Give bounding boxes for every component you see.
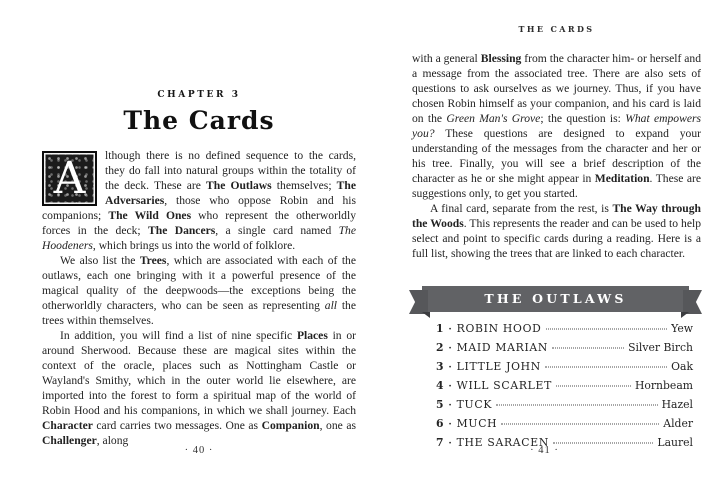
page-left (42, 90, 356, 448)
text-segment: The Dancers (148, 224, 216, 237)
character-name: THE SARACEN (456, 436, 549, 449)
text-segment: The Way through the Woods (412, 202, 701, 230)
ribbon-left-fold (422, 312, 430, 318)
tree-name-value: Hornbeam (634, 379, 693, 392)
dot-leader (552, 348, 624, 349)
text-segment: The Adversaries (105, 179, 356, 207)
text-segment: , one as (319, 419, 357, 432)
paragraph (42, 328, 356, 448)
dot-leader (545, 367, 667, 368)
dot-leader (501, 424, 659, 425)
text-segment: , which brings us into the world of folklore. (92, 239, 296, 252)
character-name: WILL SCARLET (456, 379, 553, 392)
dot-leader (546, 329, 668, 330)
outlaws-banner (422, 286, 689, 312)
text-segment: Green Man's Grove (446, 112, 541, 125)
page-number-right: · 41 · (530, 445, 559, 456)
tree-name-value: Silver Birch (628, 341, 693, 354)
row-number: 1 (436, 322, 444, 335)
paragraph (42, 253, 356, 328)
banner-title: THE OUTLAWS (484, 291, 627, 306)
text-segment: who represent the otherworldly forces in the deck; (42, 209, 356, 237)
text-segment: We also list the (60, 254, 140, 267)
character-name: TUCK (456, 398, 493, 411)
page-number-left: · 40 · (184, 445, 214, 456)
tree-list-row (436, 379, 693, 398)
character-name: LITTLE JOHN (456, 360, 541, 373)
chapter-label: CHAPTER 3 (157, 90, 241, 100)
text-segment: In addition, you will find a list of nine specific (60, 329, 297, 342)
tree-list-row (436, 322, 693, 341)
text-segment: . These are suggestions only, to get you started. (412, 172, 701, 200)
tree-name-value: Hazel (661, 398, 693, 411)
text-segment: Companion (261, 419, 320, 432)
text-segment: in or around Sherwood. Because these are magical sites within the context of the oracle, places such as Nottingham Castle or Wayland's Smithy, which in the outer world lie elsewhere, are imported into the forest to form a spiritual map of the world of Robin Hood and his companions, in which we shall journey. Each (42, 329, 356, 417)
text-segment: all (324, 299, 338, 312)
text-segment: The Hoodeners (42, 224, 356, 252)
running-head: THE CARDS (518, 24, 595, 34)
text-segment: from the character him- or herself and a message from the associated tree. There are also sets of questions to ask ourselves as we journey. Thus, if you have chosen Robin himself as your companion, and his card is laid on the (412, 52, 701, 125)
tree-name-value: Yew (671, 322, 693, 335)
dot-leader (496, 405, 658, 406)
text-segment: with a general (412, 52, 481, 65)
row-bullet: · (448, 401, 452, 411)
text-segment: Challenger (42, 434, 97, 447)
text-segment: card carries two messages. One as (92, 419, 262, 432)
text-segment: themselves; (271, 179, 337, 192)
tree-list-row (436, 360, 693, 379)
text-segment: lthough there is no defined sequence to the cards, they do fall into natural groups within the totality of the deck. These are (105, 149, 356, 192)
tree-list-row (436, 341, 693, 360)
text-segment: What empowers you? (412, 112, 701, 140)
text-segment: , along (96, 434, 129, 447)
row-number: 3 (436, 360, 444, 373)
dot-leader (556, 386, 631, 387)
tree-name-value: Oak (671, 360, 693, 373)
tree-list-row (436, 417, 693, 436)
row-number: 2 (436, 341, 444, 354)
outlaws-tree-list (412, 322, 701, 455)
character-name: MUCH (456, 417, 498, 430)
row-bullet: · (448, 382, 452, 392)
text-segment: Meditation (594, 172, 650, 185)
chapter-title: The Cards (123, 106, 275, 135)
row-bullet: · (448, 344, 452, 354)
page-right (412, 24, 701, 455)
row-number: 4 (436, 379, 444, 392)
row-bullet: · (448, 325, 452, 335)
character-name: ROBIN HOOD (456, 322, 542, 335)
text-segment: . This represents the reader and can be used to help select and point to specific cards during a reading. Here is a full list, showing the trees that are linked to each character. (412, 217, 702, 260)
text-segment: Trees (139, 254, 167, 267)
row-bullet: · (448, 420, 452, 430)
paragraph (412, 51, 701, 201)
drop-cap-initial: A (42, 151, 97, 206)
text-segment: The Wild Ones (108, 209, 192, 222)
character-name: MAID MARIAN (456, 341, 549, 354)
text-segment: the trees within themselves. (42, 299, 357, 327)
row-bullet: · (448, 363, 452, 373)
paragraph (412, 201, 701, 261)
text-segment: , a single card named (215, 224, 339, 237)
text-segment: A final card, separate from the rest, is (430, 202, 613, 215)
text-segment: ; the question is: (540, 112, 626, 125)
left-body-text (42, 148, 356, 448)
text-segment: Character (42, 419, 93, 432)
ribbon-right-fold (681, 312, 689, 318)
dot-leader (553, 443, 653, 444)
row-bullet: · (448, 439, 452, 449)
tree-name-value: Alder (663, 417, 693, 430)
text-segment: The Outlaws (206, 179, 272, 192)
text-segment: Places (296, 329, 328, 342)
row-number: 5 (436, 398, 444, 411)
text-segment: These questions are designed to expand your understanding of the messages from the character and her or his tree. Finally, you will see a brief description of the character as he or she might appear in (412, 127, 701, 185)
row-number: 6 (436, 417, 444, 430)
text-segment: Blessing (480, 52, 522, 65)
tree-name-value: Laurel (657, 436, 693, 449)
text-segment: , which are associated with each of the outlaws, each one bringing with it a powerful presence of the magical quality of the deepwoods—the exceptions being the otherworldly characters, who can be seen as representing (42, 254, 356, 312)
row-number: 7 (436, 436, 444, 449)
tree-list-row (436, 398, 693, 417)
text-segment: , those who oppose Robin and his companions; (42, 194, 356, 222)
